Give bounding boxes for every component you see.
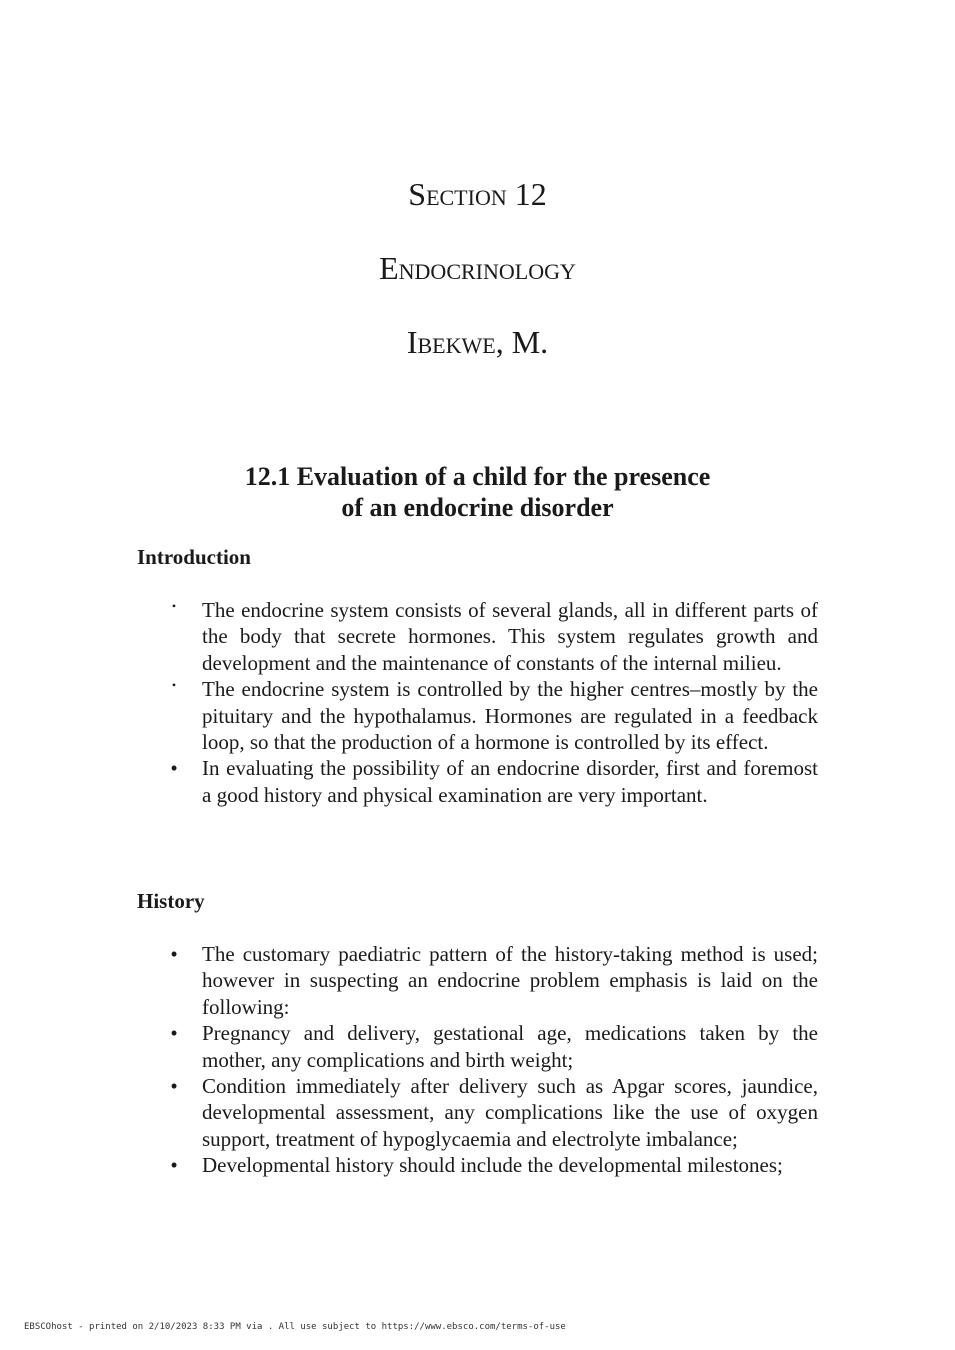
chapter-heading-line-1: 12.1 Evaluation of a child for the presence: [244, 462, 711, 491]
bullet-icon: •: [171, 678, 177, 693]
list-item: [171, 676, 818, 755]
bullet-icon: •: [170, 1021, 178, 1046]
list-item: [171, 597, 818, 676]
list-item-text: Pregnancy and delivery, gestational age, medications taken by the mother, any complications and birth weight;: [202, 1021, 818, 1072]
list-item: [170, 1152, 818, 1178]
bullet-icon: •: [170, 1074, 178, 1099]
bullet-icon: •: [170, 1153, 178, 1178]
list-item-text: Developmental history should include the developmental milestones;: [202, 1153, 783, 1178]
bullet-icon: •: [170, 942, 178, 966]
list-item: [170, 1073, 818, 1152]
section-number: Section 12: [408, 176, 547, 212]
list-item-text: The endocrine system is controlled by the higher centres–mostly by the pituitary and the hypothalamus. Hormones are regulated in a feedback loop, so that the production of a hormone is controlled by its effect.: [202, 677, 818, 755]
bullet-icon: •: [170, 756, 178, 781]
chapter-heading: [0, 461, 955, 523]
section-subject: Endocrinology: [379, 250, 576, 286]
list-item: [170, 755, 818, 808]
bullet-icon: •: [171, 599, 177, 613]
list-item-text: The customary paediatric pattern of the history-taking method is used; however in suspecting an endocrine problem emphasis is laid on the following:: [202, 942, 818, 1019]
history-list: [170, 941, 818, 1179]
list-item-text: Condition immediately after delivery such as Apgar scores, jaundice, developmental assessment, any complications like the use of oxygen support, treatment of hypoglycaemia and electrolyte imbalance;: [202, 1074, 818, 1151]
introduction-list: [170, 597, 818, 808]
list-item: [170, 1020, 818, 1073]
section-author: Ibekwe, M.: [406, 324, 549, 360]
list-item-text: In evaluating the possibility of an endocrine disorder, first and foremost a good history and physical examination are very important.: [202, 756, 818, 807]
history-heading: History: [137, 889, 205, 913]
chapter-heading-line-2: of an endocrine disorder: [341, 493, 614, 522]
introduction-heading: Introduction: [137, 545, 251, 569]
list-item-text: The endocrine system consists of several glands, all in different parts of the body that secrete hormones. This system regulates growth and development and the maintenance of constants of the internal milieu.: [202, 598, 818, 675]
list-item: [170, 941, 818, 1020]
footer-notice: EBSCOhost - printed on 2/10/2023 8:33 PM via . All use subject to https://www.ebsco.com/terms-of-use: [24, 1322, 566, 1332]
